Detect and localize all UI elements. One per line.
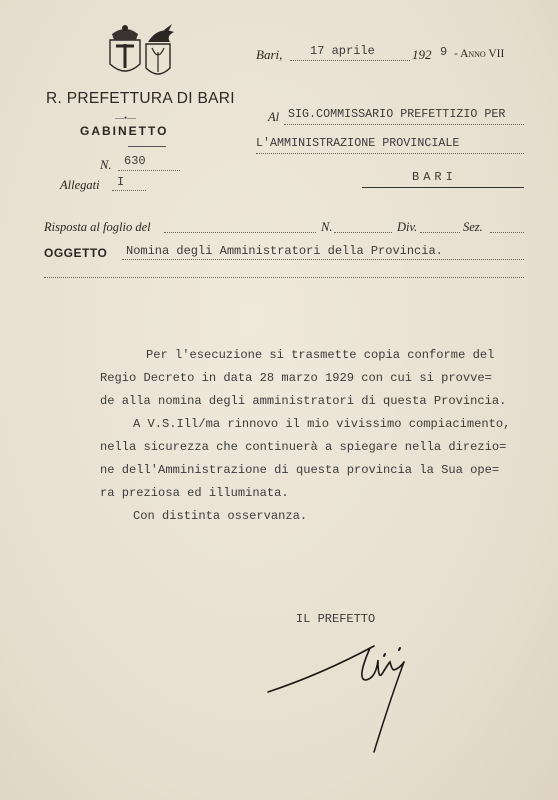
body-line: de alla nomina degli amministratori di questa Provincia. <box>100 394 507 408</box>
addressee-rule-2 <box>256 153 524 154</box>
body-line: Regio Decreto in data 28 marzo 1929 con cui si provve= <box>100 371 492 385</box>
ornament-divider: —•— <box>115 113 137 123</box>
signatory-title: IL PREFETTO <box>296 612 376 626</box>
body-line: A V.S.Ill/ma rinnovo il mio vivissimo compiacimento, <box>133 417 511 431</box>
section-line <box>490 232 524 233</box>
reference-number-line <box>334 232 392 233</box>
body-line: ne dell'Amministrazione di questa provincia la Sua ope= <box>100 463 500 477</box>
date-line <box>290 60 410 61</box>
body-line: ra preziosa ed illuminata. <box>100 486 289 500</box>
reply-to-line <box>164 232 316 233</box>
protocol-number-label: N. <box>100 158 112 172</box>
body-line: Per l'esecuzione si trasmette copia conforme del <box>146 348 495 362</box>
coat-of-arms-emblem <box>100 22 184 84</box>
addressee-rule-3 <box>362 187 524 188</box>
attachments-line <box>112 190 146 191</box>
subject-line <box>122 259 524 260</box>
regime-year: - Anno VII <box>454 48 505 60</box>
handwritten-signature <box>262 640 412 755</box>
protocol-number-value: 630 <box>124 154 146 168</box>
divider-line <box>128 146 166 147</box>
subject-text: Nomina degli Amministratori della Provincia. <box>126 244 443 258</box>
date-day-month: 17 aprile <box>310 44 375 58</box>
addressee-rule-1 <box>284 124 524 125</box>
addressee-prefix: Al <box>268 110 280 124</box>
year-prefix: 192 <box>412 47 432 62</box>
subject-label: OGGETTO <box>44 246 108 260</box>
place: Bari, <box>256 47 283 62</box>
attachments-value: I <box>117 175 125 189</box>
department-title: GABINETTO <box>80 124 169 138</box>
office-title: R. PREFETTURA DI BARI <box>46 90 235 107</box>
addressee-line-2: L'AMMINISTRAZIONE PROVINCIALE <box>256 136 460 150</box>
body-line: Con distinta osservanza. <box>133 509 308 523</box>
division-line <box>420 232 460 233</box>
number-line <box>118 170 180 171</box>
reference-number-label: N. <box>321 220 333 234</box>
addressee-line-1: SIG.COMMISSARIO PREFETTIZIO PER <box>288 107 506 121</box>
addressee-city: BARI <box>412 170 457 184</box>
body-line: nella sicurezza che continuerà a spiegare nella direzio= <box>100 440 507 454</box>
attachments-label: Allegati <box>60 178 100 192</box>
section-label: Sez. <box>463 220 483 234</box>
reply-to-label: Risposta al foglio del <box>44 220 151 234</box>
subject-line-2 <box>44 277 524 278</box>
year-suffix: 9 <box>440 45 448 59</box>
division-label: Div. <box>397 220 418 234</box>
